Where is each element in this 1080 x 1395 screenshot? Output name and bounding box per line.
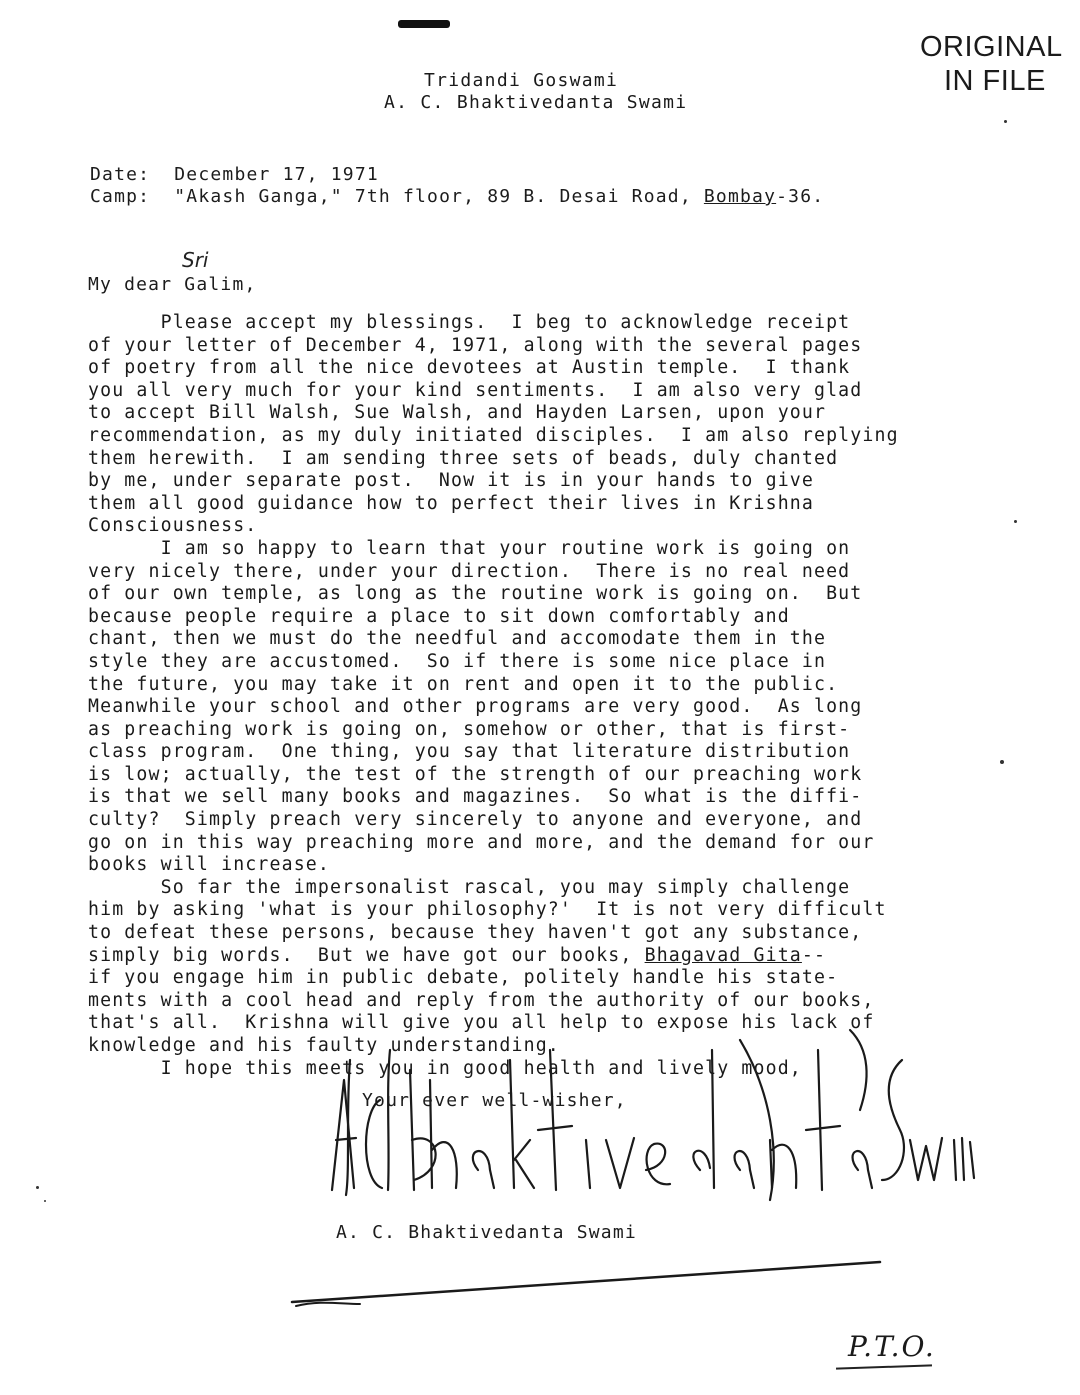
camp-suffix: -36. [776,186,825,207]
body-line: I am so happy to learn that your routine work is going on [88,537,851,559]
body-line: chant, then we must do the needful and accomodate them in the [88,628,827,650]
body-line: class program. One thing, you say that literature distribution [88,741,851,763]
body-line: of poetry from all the nice devotees at Austin temple. I thank [88,357,851,379]
body-line: the future, you may take it on rent and open it to the public. [88,673,839,695]
closing: Your ever well-wisher, [362,1090,627,1111]
body-line: of our own temple, as long as the routine work is going on. But [88,583,863,605]
salutation-insert: Sri [182,248,209,272]
body-line: them all good guidance how to perfect their lives in Krishna [88,492,814,514]
body-line: very nicely there, under your direction. There is no real need [88,560,851,582]
body-line: simply big words. But we have got our books, [88,944,645,966]
body-line: him by asking 'what is your philosophy?' It is not very difficult [88,899,887,921]
body-line: I hope this meets you in good health and lively mood, [88,1057,802,1079]
body-line: books will increase. [88,854,330,876]
body-line: to defeat these persons, because they haven't got any substance, [88,922,863,944]
body-line: is that we sell many books and magazines. So what is the diffi- [88,786,863,808]
scan-speck [1004,120,1007,123]
book-suffix: -- [801,944,827,966]
letterhead-title: Tridandi Goswami [424,70,619,91]
body-line: to accept Bill Walsh, Sue Walsh, and Hayden Larsen, upon your [88,402,827,424]
salutation: My dear Galim, [88,274,257,295]
camp-label: Camp: [90,186,151,207]
body-line: style they are accustomed. So if there is some nice place in [88,650,827,672]
body-line: knowledge and his faulty understanding. [88,1035,560,1056]
body-line: go on in this way preaching more and more, and the demand for our [88,831,875,853]
camp-city: Bombay [703,186,777,207]
body-line: that's all. Krishna will give you all help to expose his lack of [88,1012,875,1034]
body-line: Please accept my blessings. I beg to acknowledge receipt [88,312,851,333]
body-line: recommendation, as my duly initiated disciples. I am also replying [88,424,899,446]
body-line: you all very much for your kind sentiments. I am also very glad [88,379,863,401]
body-line: of your letter of December 4, 1971, along with the several pages [88,334,863,356]
body-line: So far the impersonalist rascal, you may simply challenge [88,876,851,898]
scan-speck [44,1200,46,1202]
scan-speck [36,1186,39,1189]
body-line: if you engage him in public debate, politely handle his state- [88,967,839,989]
pto-note: P.T.O. [848,1330,936,1363]
body-line: culty? Simply preach very sincerely to anyone and everyone, and [88,809,863,831]
date-label: Date: [90,164,151,185]
book-title: Bhagavad Gita [644,944,802,966]
body-line: as preaching work is going on, somehow or other, that is first- [88,718,851,740]
stamp-line-2: IN FILE [944,65,1046,97]
scan-speck [1000,760,1004,764]
typed-signature: A. C. Bhaktivedanta Swami [336,1222,637,1243]
body-line: Consciousness. [88,515,258,537]
stamp-line-1: ORIGINAL [920,31,1063,63]
camp-value: "Akash Ganga," 7th floor, 89 B. Desai Road, [174,186,704,207]
letterhead-name: A. C. Bhaktivedanta Swami [384,92,688,113]
date-value: December 17, 1971 [174,164,379,185]
body-line: by me, under separate post. Now it is in your hands to give [88,470,814,492]
body-line: because people require a place to sit down comfortably and [88,605,790,627]
body-line: is low; actually, the test of the strength of our preaching work [88,763,863,785]
body-line: them herewith. I am sending three sets of beads, duly chanted [88,447,839,469]
body-line: ments with a cool head and reply from the authority of our books, [88,989,875,1011]
scan-speck [1014,520,1017,523]
body-line: Meanwhile your school and other programs are very good. As long [88,696,863,718]
